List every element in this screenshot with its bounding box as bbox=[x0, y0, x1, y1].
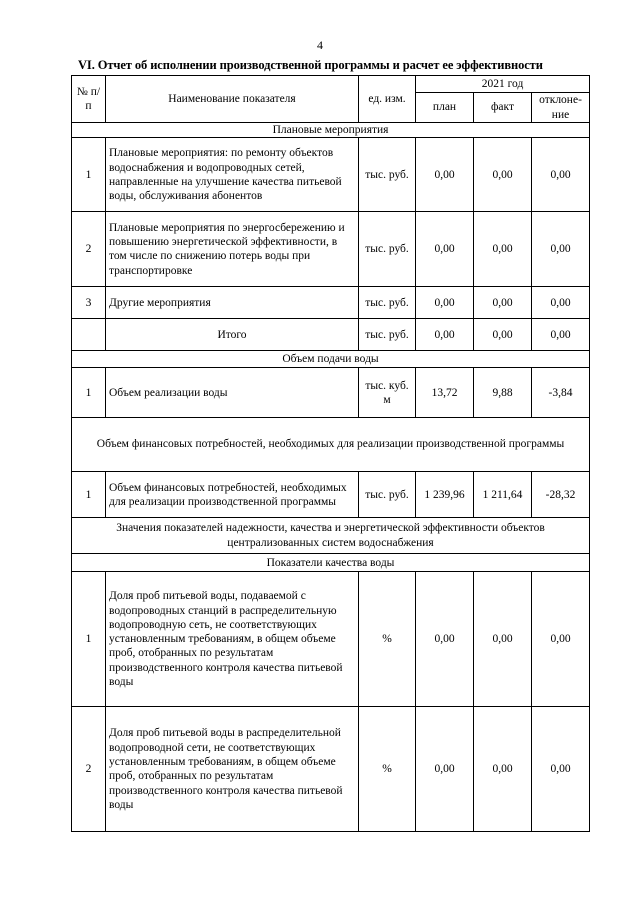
table-row bbox=[72, 368, 590, 418]
row-fact: 0,00 bbox=[474, 287, 532, 319]
row-name: Объем реализации воды bbox=[106, 368, 359, 418]
row-unit: тыс. руб. bbox=[359, 212, 416, 287]
row-num: 2 bbox=[72, 707, 106, 832]
header-num: № п/п bbox=[72, 76, 106, 123]
row-unit: % bbox=[359, 572, 416, 707]
table-row bbox=[72, 472, 590, 518]
row-fact: 1 211,64 bbox=[474, 472, 532, 518]
row-fact: 0,00 bbox=[474, 212, 532, 287]
table-row bbox=[72, 287, 590, 319]
table-row-total bbox=[72, 319, 590, 351]
row-unit: % bbox=[359, 707, 416, 832]
row-num: 2 bbox=[72, 212, 106, 287]
row-num bbox=[72, 319, 106, 351]
section-financial-needs: Объем финансовых потребностей, необходимых для реализации производственной программы bbox=[72, 418, 590, 472]
row-unit: тыс. руб. bbox=[359, 319, 416, 351]
row-deviation: 0,00 bbox=[532, 319, 590, 351]
row-num: 1 bbox=[72, 472, 106, 518]
row-unit: тыс. руб. bbox=[359, 287, 416, 319]
table-row bbox=[72, 572, 590, 707]
row-plan: 13,72 bbox=[416, 368, 474, 418]
table-row bbox=[72, 707, 590, 832]
row-fact: 0,00 bbox=[474, 707, 532, 832]
header-year: 2021 год bbox=[416, 76, 590, 93]
section-planned-measures: Плановые мероприятия bbox=[72, 123, 590, 138]
row-deviation: 0,00 bbox=[532, 287, 590, 319]
row-deviation: 0,00 bbox=[532, 212, 590, 287]
row-plan: 0,00 bbox=[416, 138, 474, 212]
row-deviation: -3,84 bbox=[532, 368, 590, 418]
header-plan: план bbox=[416, 93, 474, 123]
row-name: Плановые мероприятия: по ремонту объектов водоснабжения и водопроводных сетей, направленные на улучшение качества питьевой воды, обслуживания абонентов bbox=[106, 138, 359, 212]
row-plan: 0,00 bbox=[416, 707, 474, 832]
row-name: Доля проб питьевой воды в распределительной водопроводной сети, не соответствующих установленным требованиям, в общем объеме проб, отобранных по результатам производственного контроля качества питьевой воды bbox=[106, 707, 359, 832]
row-fact: 0,00 bbox=[474, 319, 532, 351]
row-deviation: -28,32 bbox=[532, 472, 590, 518]
row-num: 3 bbox=[72, 287, 106, 319]
row-fact: 9,88 bbox=[474, 368, 532, 418]
header-deviation: отклоне-ние bbox=[532, 93, 590, 123]
section-water-supply-volume: Объем подачи воды bbox=[72, 351, 590, 368]
section-heading: VI. Отчет об исполнении производственной программы и расчет ее эффективности bbox=[78, 58, 543, 72]
row-name: Объем финансовых потребностей, необходимых для реализации производственной программы bbox=[106, 472, 359, 518]
row-plan: 0,00 bbox=[416, 572, 474, 707]
page-number: 4 bbox=[317, 38, 323, 52]
row-name: Плановые мероприятия по энергосбережению и повышению энергетической эффективности, в том числе по снижению потерь воды при транспортировке bbox=[106, 212, 359, 287]
header-fact: факт bbox=[474, 93, 532, 123]
row-unit: тыс. куб. м bbox=[359, 368, 416, 418]
header-name: Наименование показателя bbox=[106, 76, 359, 123]
row-unit: тыс. руб. bbox=[359, 472, 416, 518]
section-water-quality: Показатели качества воды bbox=[72, 554, 590, 572]
row-deviation: 0,00 bbox=[532, 707, 590, 832]
report-table bbox=[71, 75, 590, 832]
header-unit: ед. изм. bbox=[359, 76, 416, 123]
row-name: Доля проб питьевой воды, подаваемой с водопроводных станций в распределительную водопроводную сеть, не соответствующих установленным требованиям, в общем объеме проб, отобранных по результатам производственного контроля качества питьевой воды bbox=[106, 572, 359, 707]
row-num: 1 bbox=[72, 368, 106, 418]
row-num: 1 bbox=[72, 572, 106, 707]
table-row bbox=[72, 212, 590, 287]
table-row bbox=[72, 138, 590, 212]
row-plan: 0,00 bbox=[416, 212, 474, 287]
row-unit: тыс. руб. bbox=[359, 138, 416, 212]
row-plan: 1 239,96 bbox=[416, 472, 474, 518]
section-reliability-indicators: Значения показателей надежности, качества и энергетической эффективности объектов централизованных систем водоснабжения bbox=[72, 518, 590, 554]
row-name: Итого bbox=[106, 319, 359, 351]
row-deviation: 0,00 bbox=[532, 138, 590, 212]
row-plan: 0,00 bbox=[416, 287, 474, 319]
row-fact: 0,00 bbox=[474, 572, 532, 707]
row-fact: 0,00 bbox=[474, 138, 532, 212]
row-deviation: 0,00 bbox=[532, 572, 590, 707]
row-plan: 0,00 bbox=[416, 319, 474, 351]
row-num: 1 bbox=[72, 138, 106, 212]
row-name: Другие мероприятия bbox=[106, 287, 359, 319]
